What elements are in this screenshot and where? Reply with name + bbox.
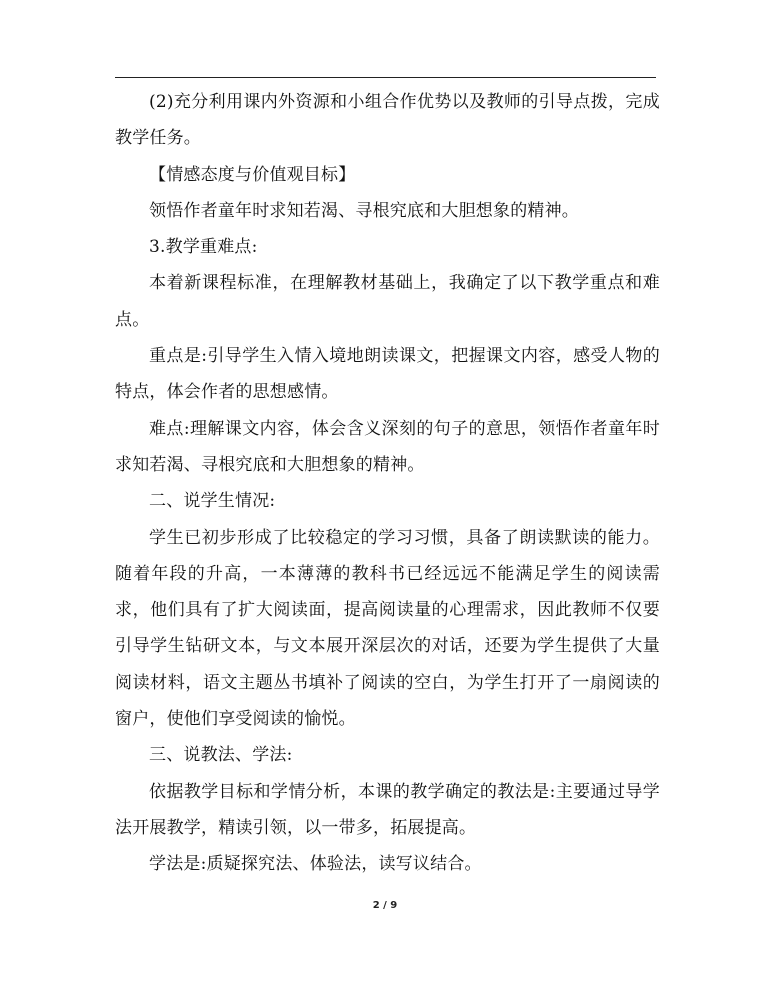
paragraph-emotional-goals: 领悟作者童年时求知若渴、寻根究底和大胆想象的精神。 bbox=[149, 200, 579, 221]
heading-emotional-goals: 【情感态度与价值观目标】 bbox=[149, 164, 356, 185]
paragraph-objective-2: (2)充分利用课内外资源和小组合作优势以及教师的引导点拨，完成教学任务。 bbox=[115, 92, 660, 149]
paragraph-key-points: 重点是:引导学生入情入境地朗读课文，把握课文内容，感受人物的特点，体会作者的思想感情。 bbox=[115, 346, 660, 403]
page-number: 2 / 9 bbox=[372, 900, 398, 911]
paragraph-learning-methods: 学法是:质疑探究法、体验法，读写议结合。 bbox=[149, 854, 482, 875]
paragraph-curriculum-basis: 本着新课程标准，在理解教材基础上，我确定了以下教学重点和难点。 bbox=[115, 273, 660, 330]
paragraph-difficult-points: 难点:理解课文内容，体会含义深刻的句子的意思，领悟作者童年时求知若渴、寻根究底和大胆想象的精神。 bbox=[115, 418, 660, 475]
heading-teaching-methods: 三、说教法、学法: bbox=[149, 745, 293, 766]
header-rule bbox=[115, 77, 656, 78]
paragraph-student-situation: 学生已初步形成了比较稳定的学习习惯，具备了朗读默读的能力。随着年段的升高，一本薄薄的教科书已经远远不能满足学生的阅读需求，他们具有了扩大阅读面，提高阅读量的心理需求，因此教师不仅要引导学生钻研文本，与文本展开深层次的对话，还要为学生提供了大量阅读材料，语文主题丛书填补了阅读的空白，为学生打开了一扇阅读的窗户，使他们享受阅读的愉悦。 bbox=[115, 527, 660, 730]
heading-key-difficulties: 3.教学重难点: bbox=[149, 237, 258, 258]
heading-student-situation: 二、说学生情况: bbox=[149, 491, 276, 512]
paragraph-teaching-methods: 依据教学目标和学情分析，本课的教学确定的教法是:主要通过导学法开展教学，精读引领，以一带多，拓展提高。 bbox=[115, 781, 660, 838]
document-body bbox=[115, 84, 660, 883]
